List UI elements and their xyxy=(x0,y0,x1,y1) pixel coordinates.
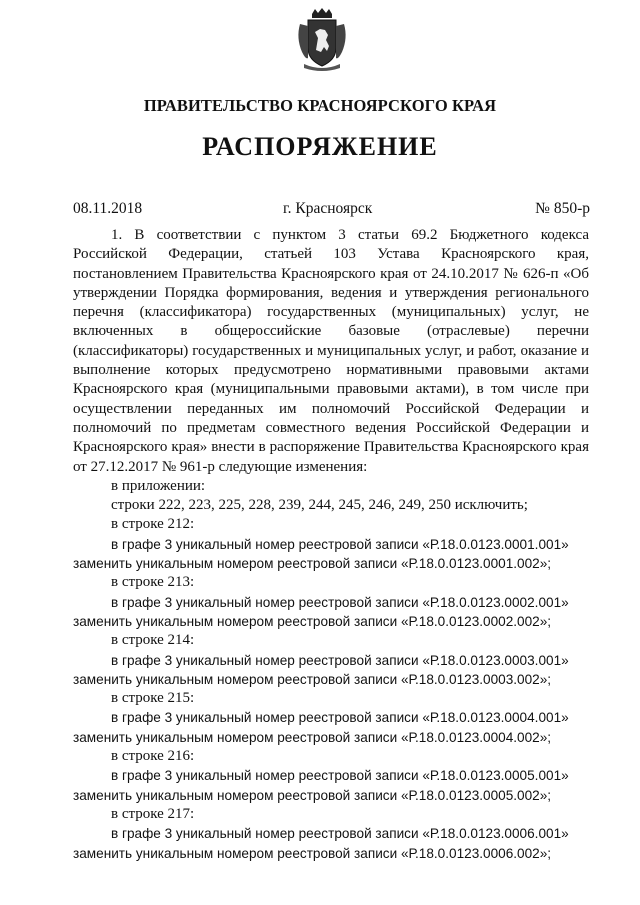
change-line-2: заменить уникальным номером реестровой записи «Р.18.0.0123.0005.002»; xyxy=(73,787,552,803)
change-line-1: в графе 3 уникальный номер реестровой записи «Р.18.0.0123.0002.001» xyxy=(111,594,569,610)
organization-title: ПРАВИТЕЛЬСТВО КРАСНОЯРСКОГО КРАЯ xyxy=(143,96,497,115)
change-row-label: в строке 215: xyxy=(111,690,195,707)
change-line-2: заменить уникальным номером реестровой записи «Р.18.0.0123.0006.002»; xyxy=(73,845,552,861)
change-row-label: в строке 216: xyxy=(111,748,195,765)
change-line-1: в графе 3 уникальный номер реестровой записи «Р.18.0.0123.0003.001» xyxy=(111,652,569,668)
change-line-2: заменить уникальным номером реестровой записи «Р.18.0.0123.0002.002»; xyxy=(73,613,552,629)
change-line-1: в графе 3 уникальный номер реестровой записи «Р.18.0.0123.0005.001» xyxy=(111,768,569,784)
coat-of-arms-icon xyxy=(294,8,350,72)
change-line-2: заменить уникальным номером реестровой записи «Р.18.0.0123.0003.002»; xyxy=(73,671,552,687)
document-type-title: РАСПОРЯЖЕНИЕ xyxy=(202,132,438,161)
document-number: № 850-р xyxy=(535,200,590,217)
change-line-1: в графе 3 уникальный номер реестровой записи «Р.18.0.0123.0001.001» xyxy=(111,536,569,552)
change-line-1: в графе 3 уникальный номер реестровой записи «Р.18.0.0123.0006.001» xyxy=(111,826,569,842)
appendix-line: в приложении: xyxy=(111,477,206,494)
change-row-label: в строке 217: xyxy=(111,805,195,822)
change-line-1: в графе 3 уникальный номер реестровой записи «Р.18.0.0123.0004.001» xyxy=(111,710,569,726)
change-row-label: в строке 214: xyxy=(111,632,195,649)
document-body xyxy=(73,226,589,863)
change-row-label: в строке 213: xyxy=(111,574,195,591)
document-date: 08.11.2018 xyxy=(73,200,143,217)
change-row-label: в строке 212: xyxy=(111,516,195,533)
change-line-2: заменить уникальным номером реестровой записи «Р.18.0.0123.0001.002»; xyxy=(73,556,552,572)
intro-paragraph: 1. В соответствии с пунктом 3 статьи 69.2 Бюджетного кодекса Российской Федерации, статьей 103 Устава Красноярского края, постановлением Правительства Красноярского края от 24.10.2017 № 626-п «Об утверждении Порядка формирования, ведения и утверждения регионального перечня (классификатора) государственных (муниципальных) услуг, не включенных в общероссийские базовые (отраслевые) перечни (классификаторы) государственных и муниципальных услуг, и работ, оказание и выполнение которых предусмотрено нормативными правовыми актами Красноярского края (муниципальными правовыми актами), в том числе при осуществлении переданных им полномочий Российской Федерации и полномочий по предметам совместного ведения Российской Федерации и Красноярского края» внести в распоряжение Правительства Красноярского края от 27.12.2017 № 961-р следующие изменения: xyxy=(73,227,589,475)
change-line-2: заменить уникальным номером реестровой записи «Р.18.0.0123.0004.002»; xyxy=(73,729,552,745)
document-city: г. Красноярск xyxy=(283,200,373,217)
rows-excluded-line: строки 222, 223, 225, 228, 239, 244, 245, 246, 249, 250 исключить; xyxy=(111,497,528,514)
